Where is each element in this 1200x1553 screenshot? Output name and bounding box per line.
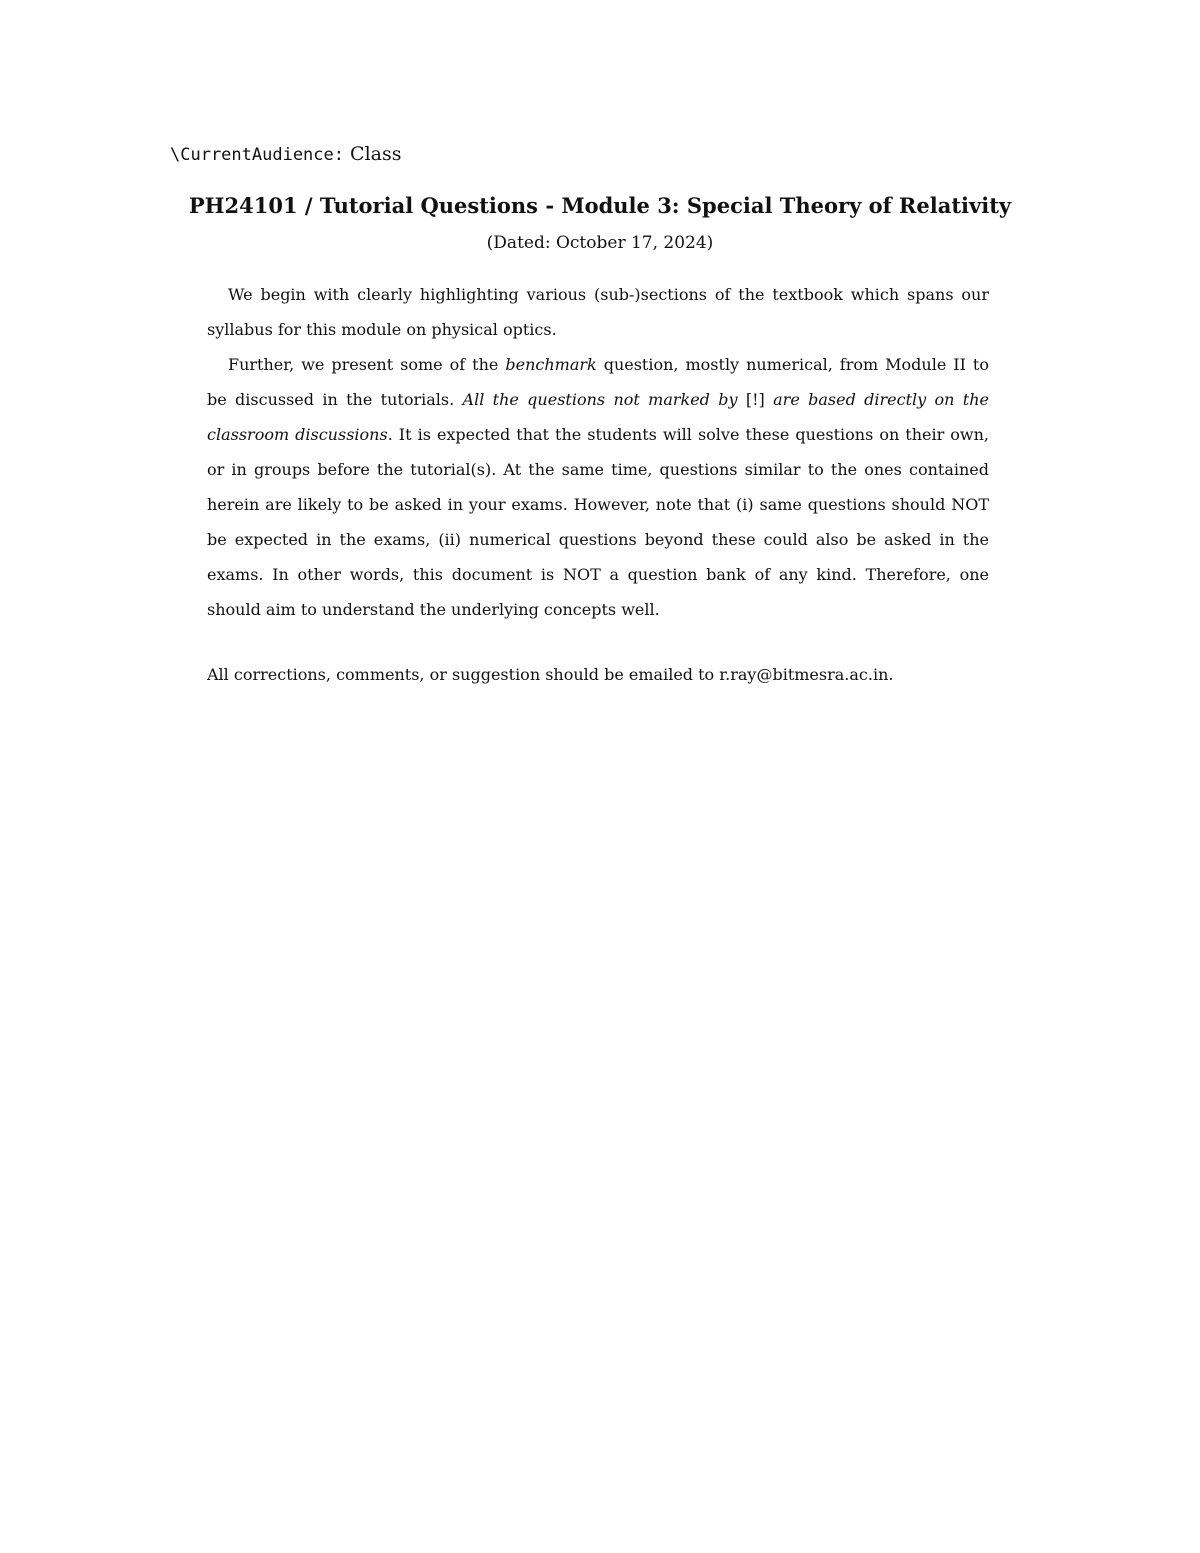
paragraph-text-segment: . It is expected that the students will solve these questions on their own, or in groups before the tutorial(s). At the same time, questions similar to the ones contained herein are likely to be asked in your exams. However, note that (i) same questions should NOT be expected in the exams, (ii) numerical questions beyond these could also be asked in the exams. In other words, this document is NOT a question bank of any kind. Therefore, one should aim to understand the underlying concepts well.: [207, 425, 990, 619]
exclamation-marker: [!]: [737, 390, 774, 409]
intro-text: We begin with clearly highlighting various (sub-)sections of the textbook which spans our syllabus for this module on physical optics.: [207, 285, 989, 339]
corrections-text: [207, 657, 989, 692]
tutorial-info-text: [207, 347, 989, 627]
document-title: PH24101 / Tutorial Questions - Module 3: Special Theory of Relativity: [188, 193, 1012, 218]
not-marked-emphasis: All the questions not marked by: [462, 390, 738, 409]
benchmark-emphasis: benchmark: [505, 355, 597, 374]
current-audience-line: [170, 142, 402, 167]
document-date: (Dated: October 17, 2024): [486, 233, 714, 253]
contact-email: r.ray@bitmesra.ac.in: [719, 665, 889, 684]
intro-paragraph: [207, 277, 989, 347]
corrections-paragraph: [207, 657, 989, 692]
paragraph-text-segment: question, mostly numerical, from Module II to be discussed in the tutorials.: [207, 355, 989, 409]
corrections-lead: All corrections, comments, or suggestion should be emailed to: [207, 665, 720, 684]
audience-value: Class: [350, 143, 402, 165]
corrections-end: .: [888, 665, 894, 684]
classroom-emphasis: are based directly on the classroom discussions: [207, 390, 989, 444]
paragraph-text-segment: Further, we present some of the: [228, 355, 506, 374]
tutorial-info-paragraph: [207, 347, 989, 627]
audience-command: \CurrentAudience:: [170, 145, 344, 165]
